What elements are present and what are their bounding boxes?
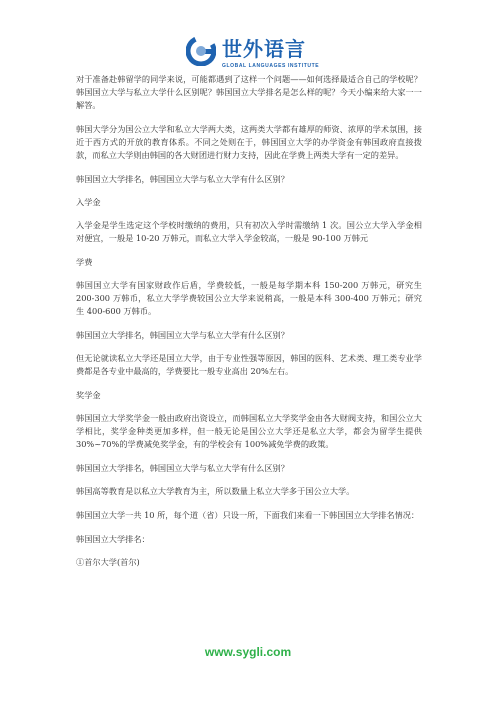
- logo: [186, 36, 320, 72]
- footer-website: www.sygli.com: [204, 645, 292, 659]
- section-heading: 韩国国立大学排名，韩国国立大学与私立大学有什么区别？: [76, 174, 289, 184]
- national-count-paragraph: 韩国国立大学一共 10 所，每个道（省）只设一所，下面我们来看一下韩国国立大学排名情况：: [76, 510, 420, 520]
- logo-english-name: GLOBAL LANGUAGES INSTITUTE: [222, 63, 320, 69]
- intro-paragraph: 对于准备赴韩留学的同学来说，可能都遇到了这样一个问题——如何选择最适合自己的学校呢？韩国国立大学与私立大学什么区别呢？韩国国立大学排名是怎么样的呢？今天小编来给大家一一解答。: [76, 74, 422, 110]
- section-heading-tuition: 学费: [76, 257, 93, 267]
- tuition-paragraph: 韩国国立大学有国家财政作后盾，学费较低，一般是每学期本科 150-200 万韩元，研究生 200-300 万韩币，私立大学学费较国公立大学来说稍高，一般是本科 300-400 万韩元；研究生 400-600 万韩币。: [76, 280, 422, 316]
- admission-fee-paragraph: 入学金是学生选定这个学校时缴纳的费用，只有初次入学时需缴纳 1 次。国公立大学入学金相对便宜，一般是 10-20 万韩元，而私立大学入学金较高，一般是 90-100 万韩元: [76, 220, 422, 243]
- g-swirl-icon: [186, 36, 216, 66]
- scholarship-paragraph: 韩国国立大学奖学金一般由政府出资设立，而韩国私立大学奖学金由各大财阀支持，和国公立大学相比，奖学金种类更加多样，但一般无论是国公立大学还是私立大学，都会为留学生提供 30%~70%的学费减免奖学金，有的学校会有 100%减免学费的政策。: [76, 413, 422, 449]
- ranking-heading: 韩国国立大学排名：: [76, 534, 150, 544]
- overview-paragraph: 韩国大学分为国公立大学和私立大学两大类，这两类大学都有雄厚的师资、浓厚的学术氛围，接近于西方式的开放的教育体系。不同之处则在于，韩国国立大学的办学资金有韩国政府直接拨款，而私立大学则由韩国的各大财团进行财力支持，因此在学费上两类大学有一定的差异。: [76, 124, 422, 160]
- ranking-item: ①首尔大学(首尔): [76, 557, 140, 567]
- section-heading-scholarship: 奖学金: [76, 390, 101, 400]
- article-body: [76, 73, 422, 580]
- section-heading-admission-fee: 入学金: [76, 197, 101, 207]
- section-heading: 韩国国立大学排名，韩国国立大学与私立大学有什么区别？: [76, 330, 289, 340]
- major-fees-paragraph: 但无论就读私立大学还是国立大学，由于专业性强等原因，韩国的医科、艺术类、理工类专业学费都是各专业中最高的，学费要比一般专业高出 20%左右。: [76, 353, 422, 376]
- section-heading: 韩国国立大学排名，韩国国立大学与私立大学有什么区别？: [76, 463, 289, 473]
- logo-chinese-name: 世外语言: [222, 37, 306, 61]
- private-majority-paragraph: 韩国高等教育是以私立大学教育为主，所以数量上私立大学多于国公立大学。: [76, 486, 355, 496]
